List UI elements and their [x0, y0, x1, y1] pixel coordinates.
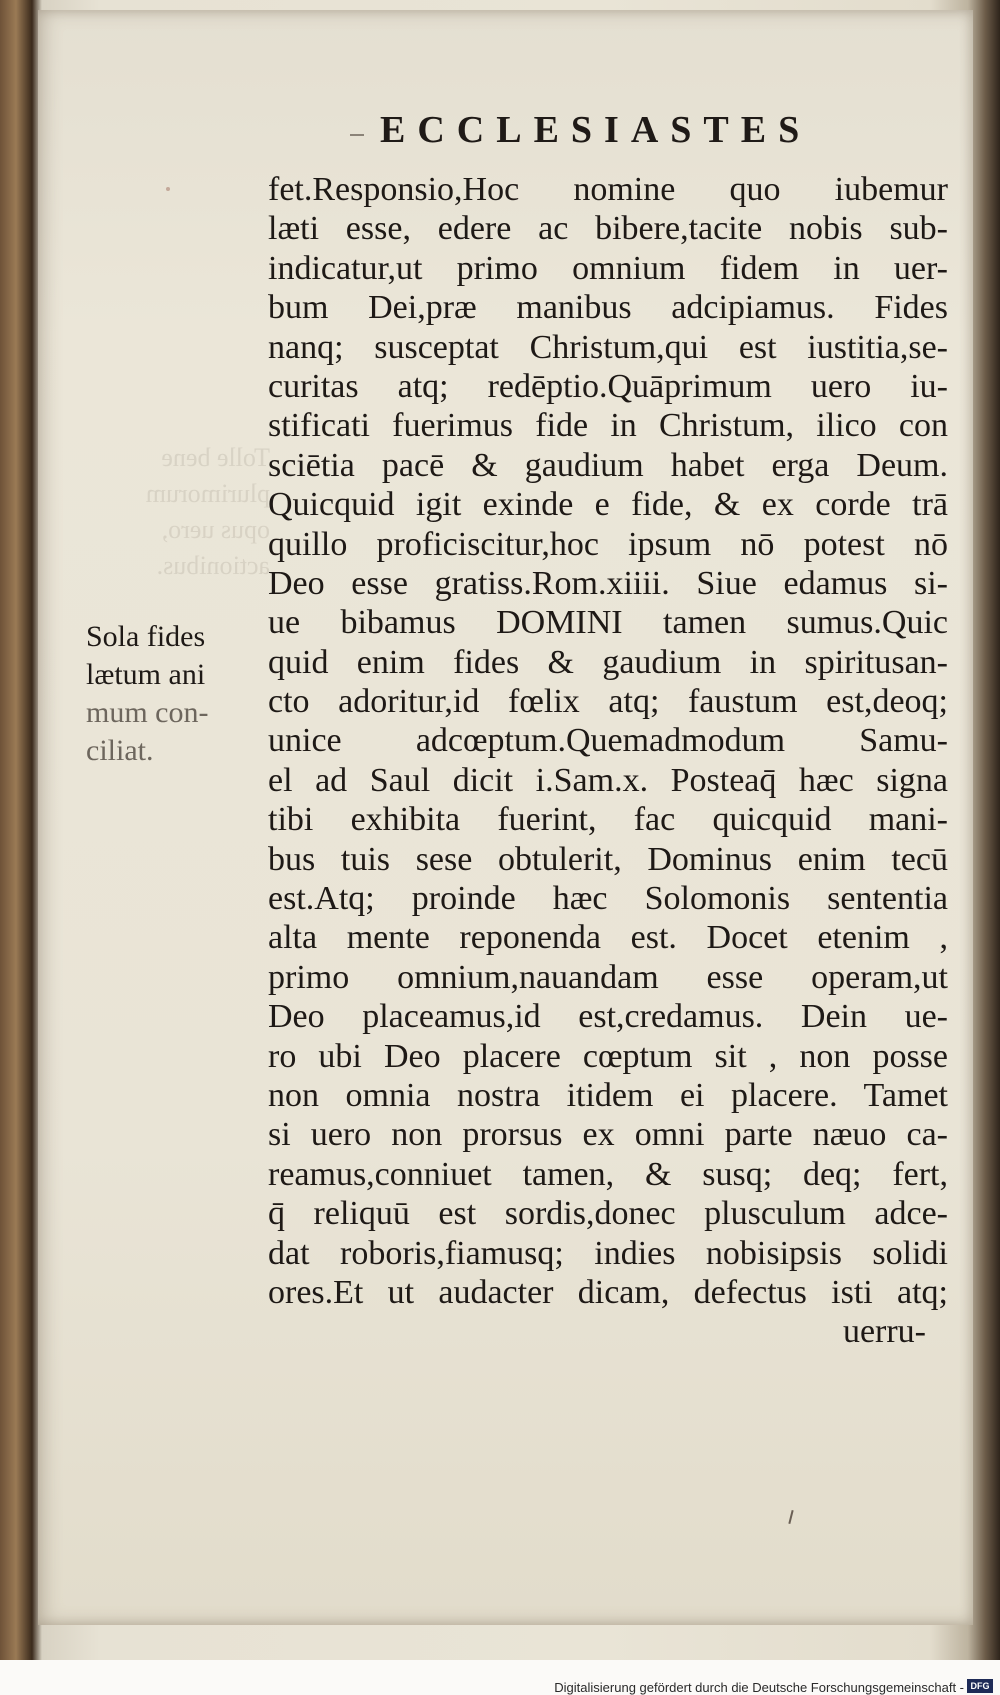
text-line: læti esse, edere ac bibere,tacite nobis sub- [268, 210, 948, 248]
catchword: uerru- [842, 1313, 926, 1351]
text-line: cto adoritur,id fœlix atq; faustum est,deoq; [268, 683, 948, 721]
text-line: ro ubi Deo placere cœptum sit , non posse [268, 1037, 948, 1075]
text-line: q̄ reliquū est sordis,donec plusculum adce- [268, 1195, 948, 1233]
text-line: fet.Responsio,Hoc nomine quo iubemur [268, 171, 948, 208]
text-line: stificati fuerimus fide in Christum, ilico con [268, 407, 948, 445]
main-text-block [268, 170, 948, 1352]
running-head-dash [350, 134, 364, 136]
text-line: tibi exhibita fuerint, fac quicquid mani- [268, 801, 948, 839]
show-through-text: Tolle bene plurimorum opus uero, actionibus. [145, 443, 270, 580]
text-line: bus tuis sese obtulerit, Dominus enim tecū [268, 840, 948, 878]
margin-note [86, 618, 261, 770]
text-line: ue bibamus DOMINI tamen sumus.Quic [268, 604, 948, 642]
text-line: primo omnium,nauandam esse operam,ut [268, 958, 948, 996]
text-line: Deo esse gratiss.Rom.xiiii. Siue edamus si- [268, 564, 948, 602]
text-line: Quicquid igit exinde e fide, & ex corde trā [268, 486, 948, 524]
text-line: sciētia pacē & gaudium habet erga Deum. [268, 446, 948, 484]
text-line: alta mente reponenda est. Docet etenim , [268, 919, 948, 957]
text-line: nanq; susceptat Christum,qui est iustitia,se- [268, 328, 948, 366]
margin-note-line: Sola fides [86, 620, 206, 653]
text-line: indicatur,ut primo omnium fidem in uer- [268, 249, 948, 287]
text-line: reamus,conniuet tamen, & susq; deq; fert, [268, 1155, 948, 1193]
page-speck [166, 187, 170, 191]
text-line: quid enim fides & gaudium in spiritusan- [268, 643, 948, 681]
text-line: ores.Et ut audacter dicam, defectus isti atq; [268, 1273, 948, 1311]
margin-note-line: ciliat. [86, 734, 154, 767]
text-line: si uero non prorsus ex omni parte næuo ca- [268, 1116, 948, 1154]
text-line: unice adcœptum.Quemadmodum Samu- [268, 722, 948, 760]
running-head: ECCLESIASTES [380, 109, 812, 151]
dfg-logo: DFG [967, 1679, 993, 1693]
text-line: quillo proficiscitur,hoc ipsum nō potest nō [268, 525, 948, 563]
text-line: Deo placeamus,id est,credamus. Dein ue- [268, 998, 948, 1036]
text-line: non omnia nostra itidem ei placere. Tamet [268, 1076, 948, 1114]
text-line: est.Atq; proinde hæc Solomonis sententia [268, 880, 948, 918]
funding-credit: Digitalisierung gefördert durch die Deutsche Forschungsgemeinschaft - [554, 1680, 964, 1695]
margin-note-line: lætum ani [86, 658, 206, 691]
text-line: curitas atq; redēptio.Quāprimum uero iu- [268, 367, 948, 405]
margin-note-line: mum con- [86, 696, 209, 729]
text-line: el ad Saul dicit i.Sam.x. Posteaq̄ hæc signa [268, 761, 948, 799]
text-line: dat roboris,fiamusq; indies nobisipsis solidi [268, 1234, 948, 1272]
text-line: bum Dei,præ manibus adcipiamus. Fides [268, 289, 948, 327]
